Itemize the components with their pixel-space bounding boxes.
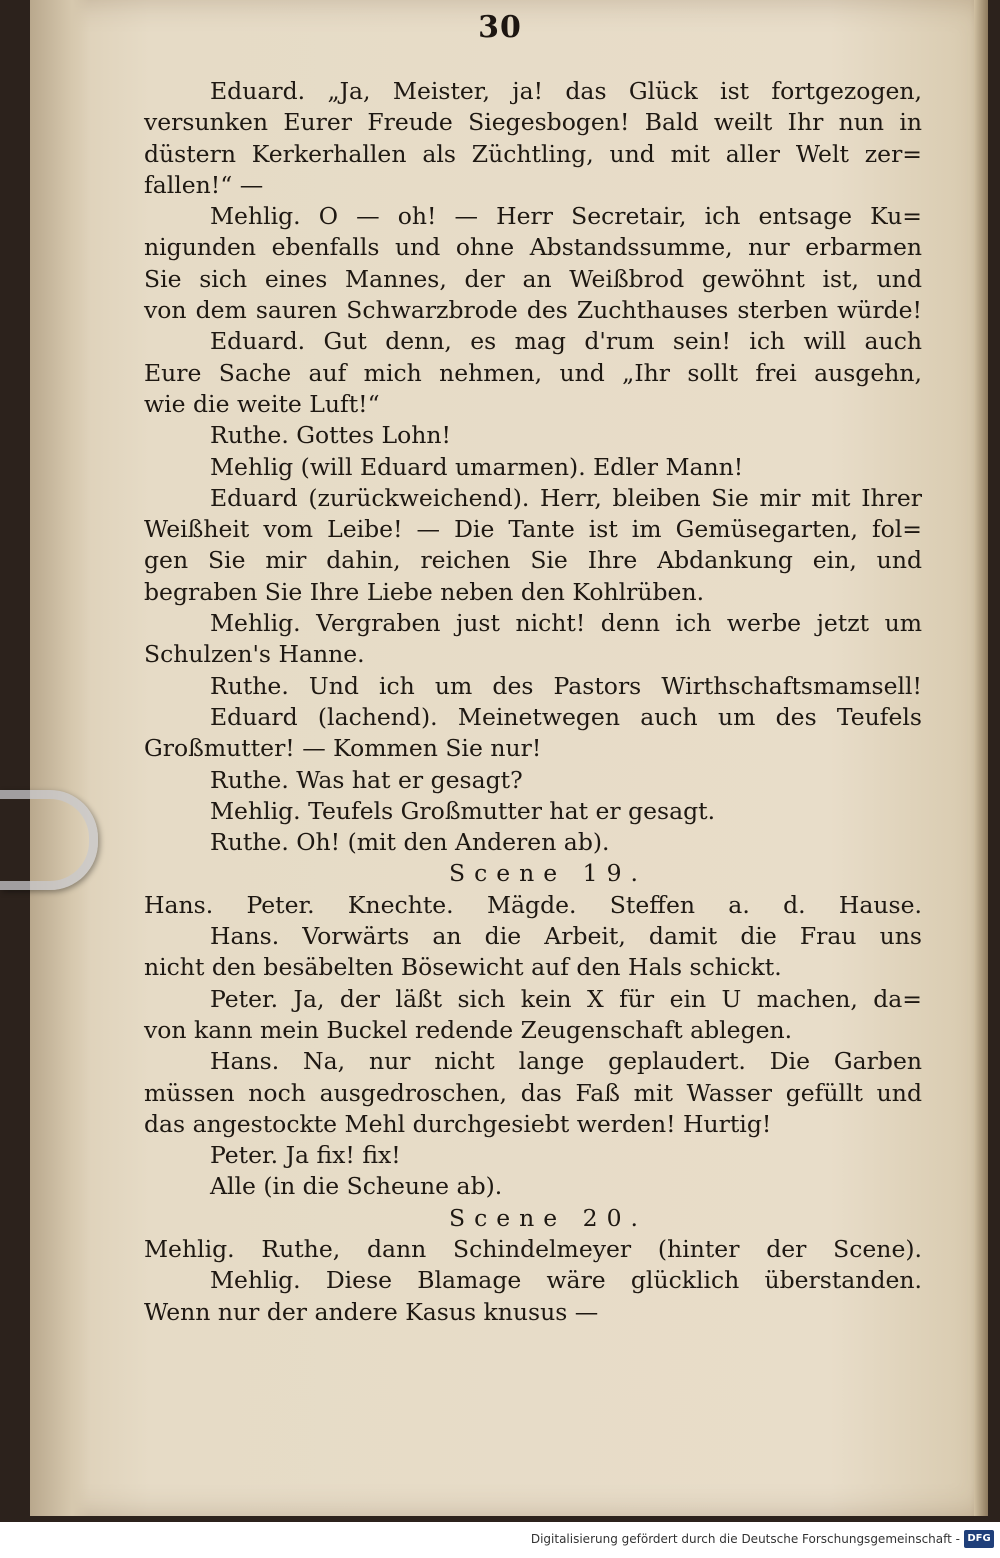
text-line: Eduard (zurückweichend). Herr, bleiben Sie mir mit Ihrer bbox=[210, 483, 922, 512]
scene-heading: Scene 20. bbox=[448, 1203, 648, 1232]
text-line: Mehlig. Diese Blamage wäre glücklich überstanden. bbox=[210, 1266, 922, 1295]
text-line: wie die weite Luft!“ bbox=[144, 389, 380, 418]
page-gutter-shadow bbox=[30, 0, 90, 1516]
text-line: Eduard (lachend). Meinetwegen auch um des Teufels bbox=[210, 702, 922, 731]
text-line: Ruthe. Und ich um des Pastors Wirthschaftsmamsell! bbox=[210, 671, 922, 700]
text-line: Eduard. Gut denn, es mag d'rum sein! ich will auch bbox=[210, 327, 922, 356]
text-line: Mehlig. Teufels Großmutter hat er gesagt. bbox=[210, 796, 716, 825]
text-line: Hans. Peter. Knechte. Mägde. Steffen a. d. Hause. bbox=[144, 890, 922, 919]
text-line: Mehlig. Vergraben just nicht! denn ich werbe jetzt um bbox=[210, 609, 922, 638]
text-line: begraben Sie Ihre Liebe neben den Kohlrüben. bbox=[144, 577, 705, 606]
text-line: von kann mein Buckel redende Zeugenschaft ablegen. bbox=[144, 1015, 793, 1044]
text-line: Ruthe. Oh! (mit den Anderen ab). bbox=[210, 828, 610, 857]
text-line: Eduard. „Ja, Meister, ja! das Glück ist fortgezogen, bbox=[210, 77, 922, 105]
text-line: Eure Sache auf mich nehmen, und „Ihr sollt frei ausgehn, bbox=[144, 358, 922, 387]
footer-credit: Digitalisierung gefördert durch die Deutsche Forschungsgemeinschaft - bbox=[530, 1532, 960, 1546]
text-line: Ruthe. Was hat er gesagt? bbox=[210, 765, 523, 794]
text-line: Mehlig. O — oh! — Herr Secretair, ich entsage Ku= bbox=[210, 202, 922, 231]
text-line: düstern Kerkerhallen als Züchtling, und mit aller Welt zer= bbox=[144, 139, 922, 168]
text-line: Peter. Ja, der läßt sich kein X für ein U machen, da= bbox=[210, 984, 922, 1013]
text-line: fallen!“ — bbox=[144, 170, 264, 199]
text-line: Mehlig (will Eduard umarmen). Edler Mann! bbox=[210, 452, 744, 481]
text-line: Hans. Na, nur nicht lange geplaudert. Die Garben bbox=[210, 1047, 922, 1076]
text-line: Alle (in die Scheune ab). bbox=[210, 1172, 503, 1201]
text-line: müssen noch ausgedroschen, das Faß mit Wasser gefüllt und bbox=[144, 1078, 922, 1107]
text-line: Weißheit vom Leibe! — Die Tante ist im Gemüsegarten, fol= bbox=[144, 515, 922, 544]
paper-clip bbox=[0, 790, 98, 890]
text-line: Ruthe. Gottes Lohn! bbox=[210, 421, 451, 450]
text-line: nigunden ebenfalls und ohne Abstandssumme, nur erbarmen bbox=[144, 233, 922, 262]
dfg-logo: DFG bbox=[964, 1530, 994, 1548]
page-number: 30 bbox=[478, 10, 522, 45]
scene-heading: Scene 19. bbox=[448, 859, 648, 888]
text-line: Hans. Vorwärts an die Arbeit, damit die Frau uns bbox=[210, 922, 922, 951]
page-right-edge bbox=[974, 0, 988, 1516]
text-line: Sie sich eines Mannes, der an Weißbrod gewöhnt ist, und bbox=[144, 264, 922, 293]
text-line: das angestockte Mehl durchgesiebt werden! Hurtig! bbox=[144, 1109, 772, 1138]
text-line: von dem sauren Schwarzbrode des Zuchthauses sterben würde! bbox=[144, 296, 922, 325]
footer-bar bbox=[0, 1522, 1000, 1558]
text-line: Großmutter! — Kommen Sie nur! bbox=[144, 734, 542, 763]
page-text bbox=[144, 76, 922, 1328]
text-line: nicht den besäbelten Bösewicht auf den Hals schickt. bbox=[144, 953, 782, 982]
text-line: Schulzen's Hanne. bbox=[144, 640, 365, 669]
text-line: Wenn nur der andere Kasus knusus — bbox=[144, 1297, 599, 1326]
text-line: Mehlig. Ruthe, dann Schindelmeyer (hinter der Scene). bbox=[144, 1234, 922, 1263]
text-line: gen Sie mir dahin, reichen Sie Ihre Abdankung ein, und bbox=[144, 546, 922, 575]
text-line: versunken Eurer Freude Siegesbogen! Bald weilt Ihr nun in bbox=[144, 108, 922, 137]
text-line: Peter. Ja fix! fix! bbox=[210, 1141, 401, 1170]
